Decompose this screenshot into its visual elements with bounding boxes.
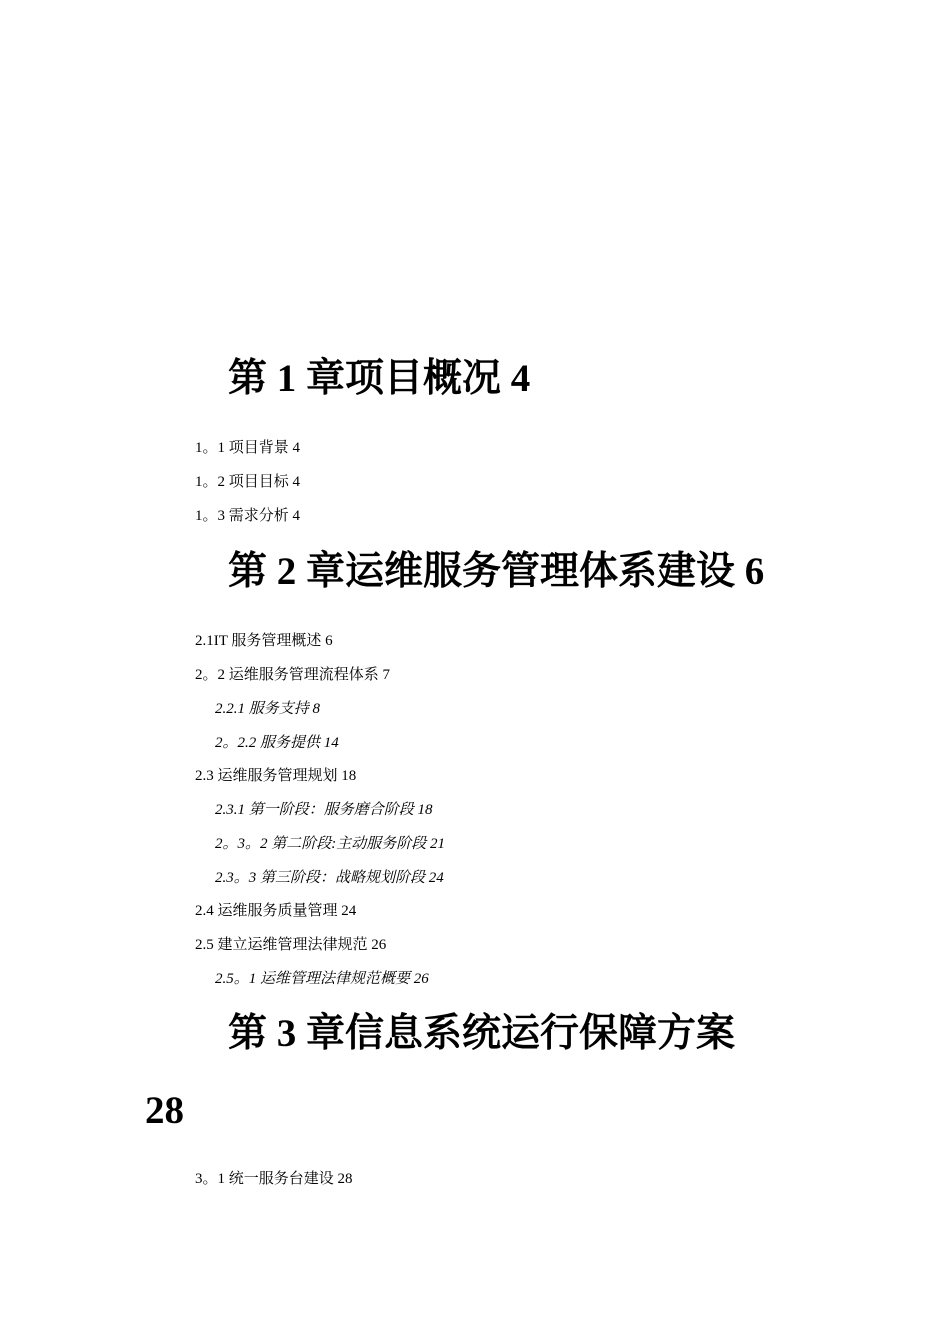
chapter-1-heading[interactable]: 第 1 章项目概况 4 xyxy=(228,357,531,400)
toc-entry-2-5[interactable]: 2.5 建立运维管理法律规范 26 xyxy=(195,937,387,953)
toc-entry-3-1[interactable]: 3。1 统一服务台建设 28 xyxy=(195,1171,353,1187)
toc-entry-2-4[interactable]: 2.4 运维服务质量管理 24 xyxy=(195,903,357,919)
toc-entry-1-1[interactable]: 1。1 项目背景 4 xyxy=(195,440,301,456)
toc-entry-1-3[interactable]: 1。3 需求分析 4 xyxy=(195,508,301,524)
toc-entry-2-3-3[interactable]: 2.3。3 第三阶段：战略规划阶段 24 xyxy=(215,870,444,886)
toc-entry-2-3-2[interactable]: 2。3。2 第二阶段:主动服务阶段 21 xyxy=(215,836,445,852)
chapter-3-page-number[interactable]: 28 xyxy=(145,1089,184,1132)
toc-entry-2-3[interactable]: 2.3 运维服务管理规划 18 xyxy=(195,768,357,784)
toc-entry-2-1[interactable]: 2.1IT 服务管理概述 6 xyxy=(195,633,333,649)
chapter-3-heading[interactable]: 第 3 章信息系统运行保障方案 xyxy=(228,1012,736,1055)
toc-entry-2-3-1[interactable]: 2.3.1 第一阶段：服务磨合阶段 18 xyxy=(215,802,433,818)
toc-entry-2-5-1[interactable]: 2.5。1 运维管理法律规范概要 26 xyxy=(215,971,429,987)
toc-entry-2-2-1[interactable]: 2.2.1 服务支持 8 xyxy=(215,701,321,717)
toc-entry-2-2-2[interactable]: 2。2.2 服务提供 14 xyxy=(215,735,339,751)
toc-entry-2-2[interactable]: 2。2 运维服务管理流程体系 7 xyxy=(195,667,391,683)
toc-entry-1-2[interactable]: 1。2 项目目标 4 xyxy=(195,474,301,490)
chapter-2-heading[interactable]: 第 2 章运维服务管理体系建设 6 xyxy=(228,550,765,593)
